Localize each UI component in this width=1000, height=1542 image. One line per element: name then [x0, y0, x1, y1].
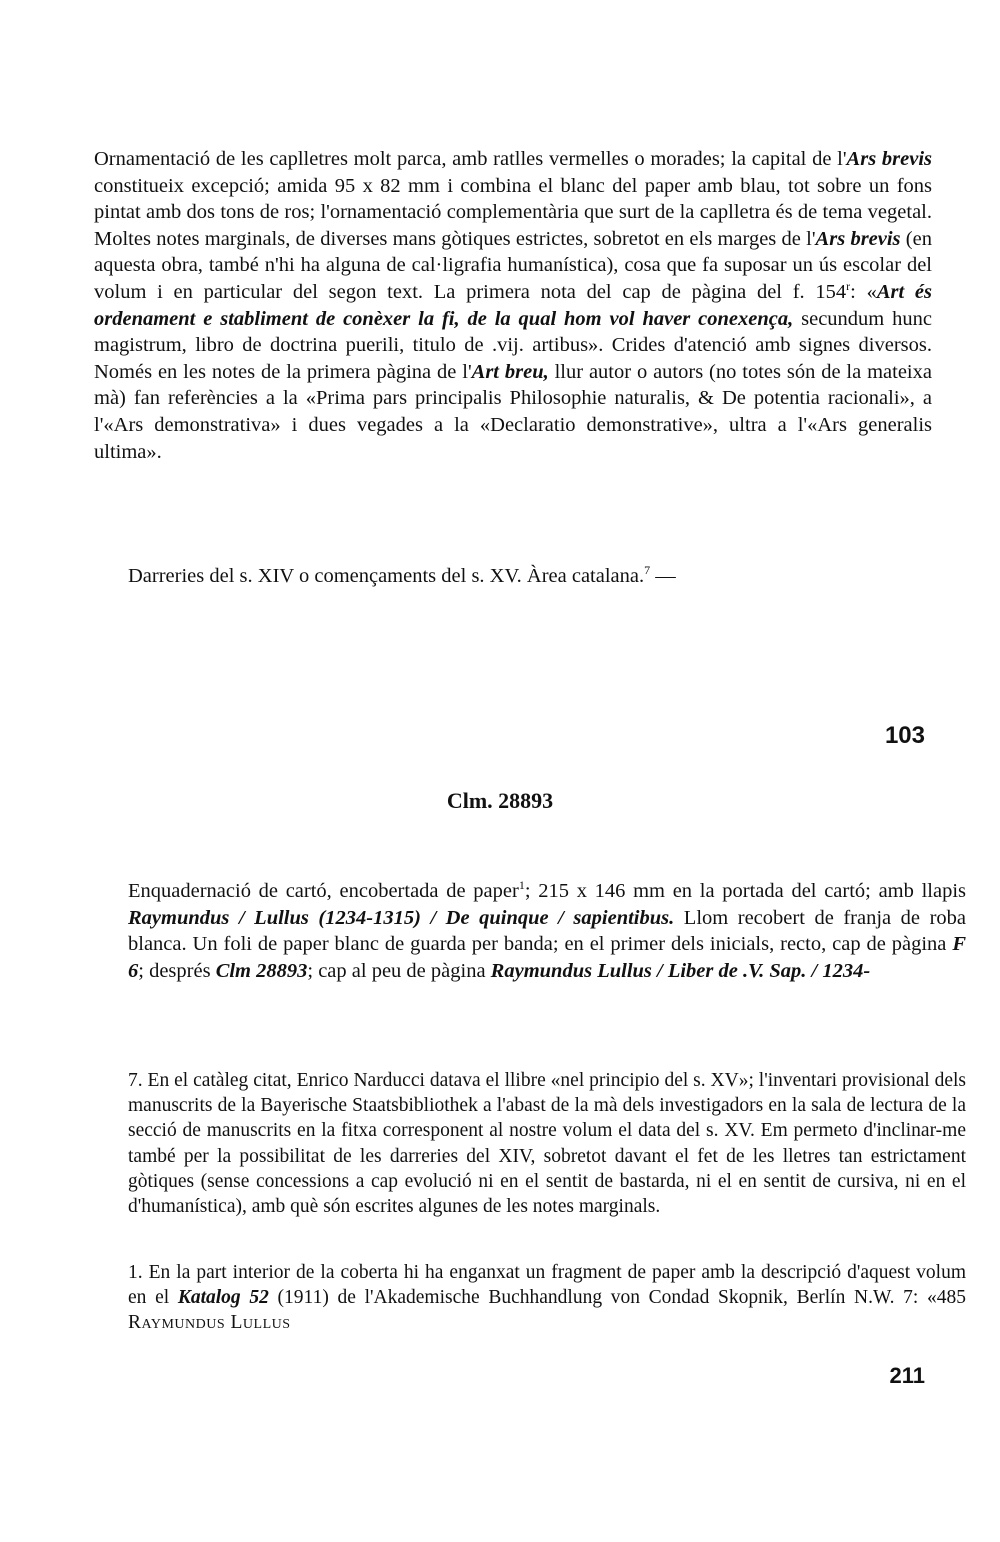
- italic-title: Art breu,: [471, 360, 549, 383]
- italic-inscription: Raymundus Lullus / Liber de .V. Sap. / 1234-: [490, 959, 871, 982]
- italic-title: Katalog 52: [177, 1287, 269, 1309]
- italic-title: Ars brevis: [846, 148, 932, 170]
- footnote-7: 7. En el catàleg citat, Enrico Narducci datava el llibre «nel principio del s. XV»; l'inventari provisional dels manuscrits de la Bayerische Staatsbibliothek a l'abast de la mà dels investigadors en la sala de lectura de la secció de manuscrits en la fitxa corresponent al nostre volum el data del s. XV. Em permeto d'inclinar-me també per la possibilitat de les darreries del XIV, sobretot davant el fet de les lletres tan estrictament gòtiques (sense concessions a cap evolució ni en el sentit de bastarda, ni el en sentit de cursiva, ni en el d'humanística), amb què són escrites algunes de les notes marginals.: [128, 1070, 967, 1218]
- binding-paragraph: Enquadernació de cartó, encobertada de paper$^1$; 215 x 146 mm en la portada del cartó; amb llapis Raymundus / Lullus (1234-1315) / De quinque / sapientibus. Llom recobert de franja de roba blanca. Un foli de paper blanc de guarda per banda; en el primer dels inicials, recto, cap de pàgina F 6; després Clm 28893; cap al peu de pàgina Raymundus Lullus / Liber de .V. Sap. / 1234-: [128, 878, 966, 982]
- footnote-ref: 1: [518, 878, 525, 893]
- footnote-1: 1. En la part interior de la coberta hi ha enganxat un fragment de paper amb la descripció d'aquest volum en el Katalog 52 (1911) de l'Akademische Buchhandlung von Condad Skopnik, Berlín N.W. 7: «485 Raymundus Lullus: [128, 1262, 967, 1334]
- description-paragraph: Ornamentació de les caplletres molt parca, amb ratlles vermelles o morades; la capital de l'Ars brevis constitueix excepció; amida 95 x 82 mm i combina el blanc del paper amb blau, tot sobre un fons pintat amb dos tons de ros; l'ornamentació complementària que surt de la caplletra és de tema vegetal. Moltes notes marginals, de diverses mans gòtiques estrictes, sobretot en els marges de l'Ars brevis (en aquesta obra, també n'hi ha alguna de cal·ligrafia humanística), cosa que fa suposar un ús escolar del volum i en particular del segon text. La primera nota del cap de pàgina del f. 154$^r$: «Art és ordenament e stabliment de conèxer la fi, de la qual hom vol haver conexença, secundum hunc magistrum, libro de doctrina puerili, titulo de .vij. artibus». Crides d'atenció amb signes diversos. Només en les notes de la primera pàgina de l'Art breu, llur autor o autors (no totes són de la mateixa mà) fan referències a la «Prima pars principalis Philosophie naturalis, & De potentia racionali», a l'«Ars demonstrativa» i dues vegades a la «Declaratio demonstrative», ultra a l'«Ars generalis ultima».: [94, 148, 932, 463]
- italic-inscription: F 6: [128, 933, 966, 982]
- italic-inscription: Clm 28893: [215, 959, 308, 982]
- manuscript-title: Clm. 28893: [446, 788, 554, 813]
- entry-number: 103: [884, 722, 925, 749]
- footnote-number: 7.: [128, 1070, 143, 1091]
- dating-line: Darreries del s. XIV o començaments del s. XV. Àrea catalana.$^7$ —: [128, 563, 676, 587]
- italic-inscription: Raymundus / Lullus (1234-1315) / De quinque / sapientibus.: [128, 906, 675, 929]
- footnote-number: 1.: [128, 1262, 143, 1283]
- page-number: 211: [889, 1363, 925, 1388]
- italic-title: Ars brevis: [815, 227, 901, 250]
- small-caps-name: Raymundus Lullus: [128, 1312, 291, 1334]
- italic-quote: Art és ordenament e stabliment de conèxer la fi, de la qual hom vol haver conexença,: [94, 280, 932, 330]
- footnote-ref: 7: [644, 563, 651, 578]
